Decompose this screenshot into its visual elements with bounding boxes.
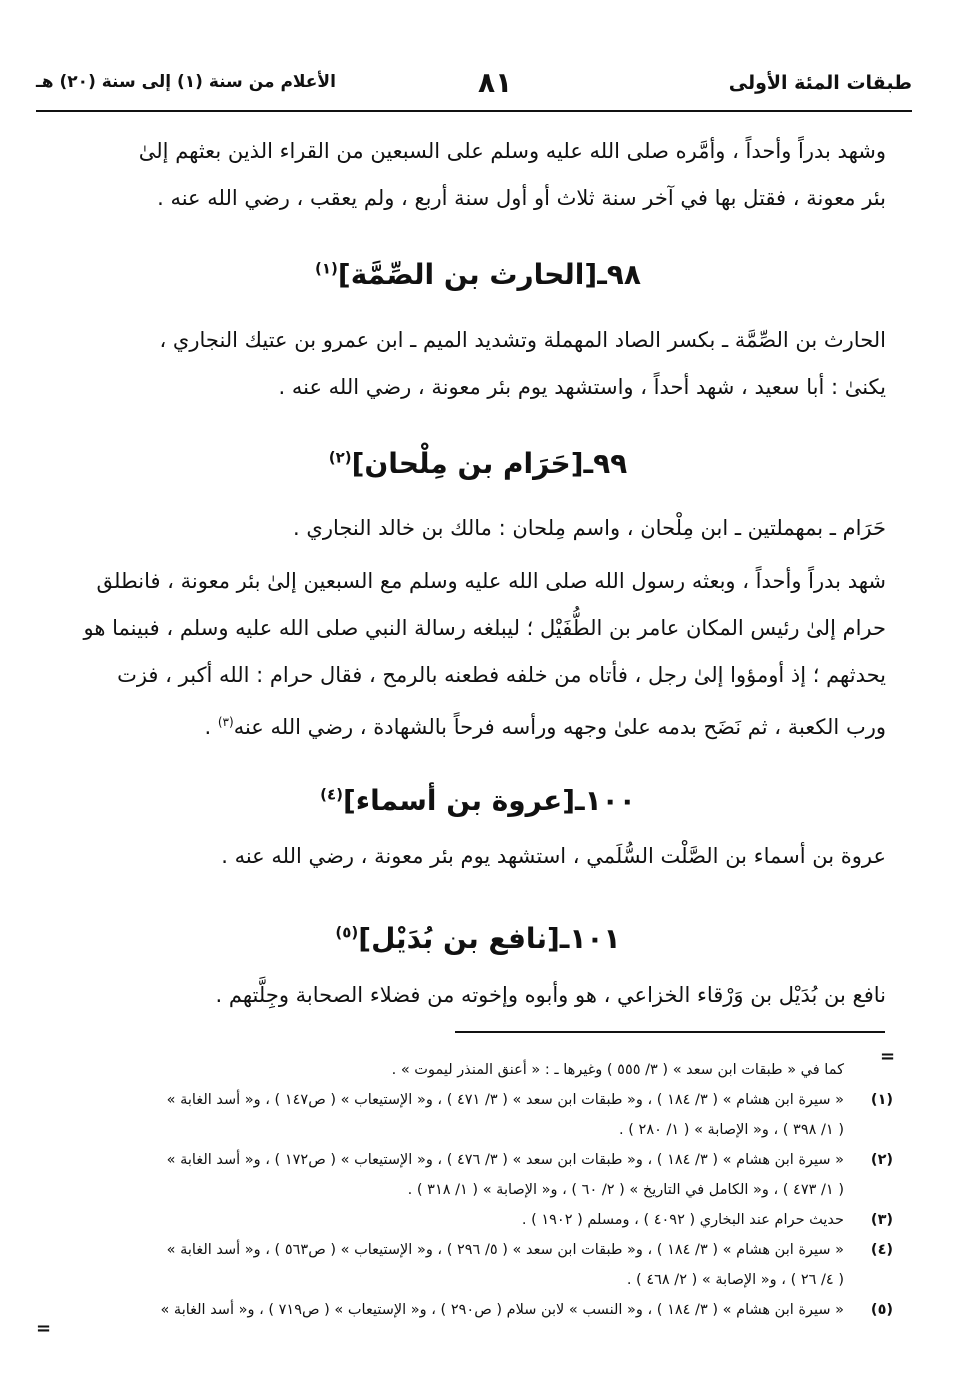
range-note: الأعلام من سنة (١) إلى سنة (٢٠) هـ (36, 72, 336, 92)
footnote-text: « سيرة ابن هشام » ( ٣/ ١٨٤ ) ، و« طبقات ابن سعد » ( ٣/ ٤٧١ ) ، و« الإستيعاب » ( ص١٤٧ ) ، و« أسد الغابة » (166, 1092, 844, 1108)
footnote-number: (٥) (870, 1302, 894, 1318)
footnote-1 (56, 1085, 896, 1115)
page-number: ٨١ (478, 66, 513, 99)
line-end: . (204, 715, 218, 739)
continuation-mark-bottom: = (36, 1318, 52, 1339)
text-line (56, 699, 886, 746)
text-line: يحدثهم ؛ إذ أومؤوا إلىٰ رجل ، فأتاه من خلفه فطعنه بالرمح ، فقال حرام : الله أكبر ، فزت (117, 663, 886, 687)
text-line: يكنىٰ : أبا سعيد ، شهد أحداً ، واستشهد يوم بئر معونة ، رضي الله عنه . (278, 375, 886, 399)
footnote-continuation (56, 1055, 896, 1085)
entry-number: ٩٨ـ (597, 258, 641, 291)
footnote-ref: (١) (315, 259, 338, 278)
footnote-3 (56, 1205, 896, 1235)
entry-heading-101 (0, 922, 956, 955)
footnote-text: « سيرة ابن هشام » ( ٣/ ١٨٤ ) ، و« طبقات ابن سعد » ( ٣/ ٤٧٦ ) ، و« الإستيعاب » ( ص١٧٢ ) ، و« أسد الغابة » (166, 1152, 844, 1168)
footnote-ref: (٤) (320, 785, 343, 804)
footnote-text: « سيرة ابن هشام » ( ٣/ ١٨٤ ) ، و« طبقات ابن سعد » ( ٥/ ٢٩٦ ) ، و« الإستيعاب » ( ص٥٦٣ ) ، و« أسد الغابة » (166, 1242, 844, 1258)
footnote-1-cont (56, 1115, 896, 1145)
text-line: الحارث بن الصِّمَّة ـ بكسر الصاد المهملة وتشديد الميم ـ ابن عمرو بن عتيك النجاري ، (159, 328, 886, 352)
entry-name: [الحارث بن الصِّمَّة] (337, 258, 598, 291)
entry-name: [حَرَام بن مِلْحان] (351, 447, 584, 480)
text-line: نافع بن بُدَيْل بن وَرْقاء الخزاعي ، هو وأبوه وإخوته من فضلاء الصحابة وجِلَّتهم . (215, 983, 886, 1007)
footnote-text: ( ١/ ٣٩٨ ) ، و« الإصابة » ( ١/ ٢٨٠ ) . (619, 1122, 844, 1138)
footnote-number: (٤) (870, 1242, 894, 1258)
entry-text-99-intro (56, 505, 886, 552)
footnote-text: ( ١/ ٤٧٣ ) ، و« الكامل في التاريخ » ( ٢/ ٦٠ ) ، و« الإصابة » ( ١/ ٣١٨ ) . (407, 1182, 844, 1198)
footnote-number: (٣) (870, 1212, 894, 1228)
entry-name: [عروة بن أسماء] (343, 784, 576, 817)
entry-number: ١٠١ـ (559, 922, 621, 955)
footnote-number: (١) (870, 1092, 894, 1108)
footnote-ref: (٢) (328, 448, 352, 467)
entry-text-100 (56, 833, 886, 880)
footnote-5 (56, 1295, 896, 1325)
footnote-number: (٢) (870, 1152, 894, 1168)
intro-paragraph (56, 128, 886, 222)
footnotes (56, 1055, 896, 1325)
entry-text-98 (56, 317, 886, 411)
header-rule (36, 110, 912, 112)
footnote-4 (56, 1235, 896, 1265)
footnote-text: كما في « طبقات ابن سعد » ( ٣/ ٥٥٥ ) وغيرها ـ : « أعنق المنذر ليموت » . (391, 1062, 844, 1078)
last-line-text: ورب الكعبة ، ثم نَضَح بدمه علىٰ وجهه ورأسه فرحاً بالشهادة ، رضي الله عنه (233, 715, 886, 739)
footnote-2 (56, 1145, 896, 1175)
entry-heading-98 (0, 258, 956, 291)
text-line: بئر معونة ، فقتل بها في آخر سنة ثلاث أو أول سنة أربع ، ولم يعقب ، رضي الله عنه . (157, 186, 886, 210)
entry-name: [نافع بن بُدَيْل] (358, 922, 560, 955)
footnote-text: « سيرة ابن هشام » ( ٣/ ١٨٤ ) ، و« النسب » لابن سلام ( ص٢٩٠ ) ، و« الإستيعاب » ( ص٧١٩ ) ، و« أسد الغابة » (160, 1302, 844, 1318)
entry-text-101 (56, 972, 886, 1019)
footnote-ref: (٣) (217, 715, 234, 729)
continuation-mark-top: = (880, 1046, 896, 1067)
footnote-ref: (٥) (335, 923, 359, 942)
text-line: حَرَام ـ بمهملتين ـ ابن مِلْحان ، واسم مِلحان : مالك بن خالد النجاري . (293, 516, 886, 540)
footnote-text: حديث حرام عند البخاري ( ٤٠٩٢ ) ، ومسلم ( ١٩٠٢ ) . (521, 1212, 844, 1228)
text-line: وشهد بدراً وأحداً ، وأمَّره صلى الله عليه وسلم على السبعين من القراء الذين بعثهم إلىٰ (138, 139, 886, 163)
running-header (36, 66, 912, 108)
entry-heading-99 (0, 447, 956, 480)
book-title: طبقات المئة الأولى (728, 72, 912, 94)
entry-number: ١٠٠ـ (575, 784, 636, 817)
text-line: شهد بدراً وأحداً ، وبعثه رسول الله صلى الله عليه وسلم مع السبعين إلىٰ بئر معونة ، فانطلق (96, 569, 886, 593)
entry-number: ٩٩ـ (583, 447, 628, 480)
footnote-2-cont (56, 1175, 896, 1205)
footnote-4-cont (56, 1265, 896, 1295)
entry-text-99 (56, 558, 886, 746)
text-line: عروة بن أسماء بن الصَّلْت السُّلَمي ، استشهد يوم بئر معونة ، رضي الله عنه . (221, 844, 886, 868)
text-line: حرام إلىٰ رئيس المكان عامر بن الطُّفَيْل ؛ ليبلغه رسالة النبي صلى الله عليه وسلم ، فبينما هو (83, 616, 886, 640)
footnote-text: ( ٤/ ٢٦ ) ، و« الإصابة » ( ٢/ ٤٦٨ ) . (626, 1272, 844, 1288)
entry-heading-100 (0, 784, 956, 817)
footnote-separator (455, 1031, 885, 1033)
